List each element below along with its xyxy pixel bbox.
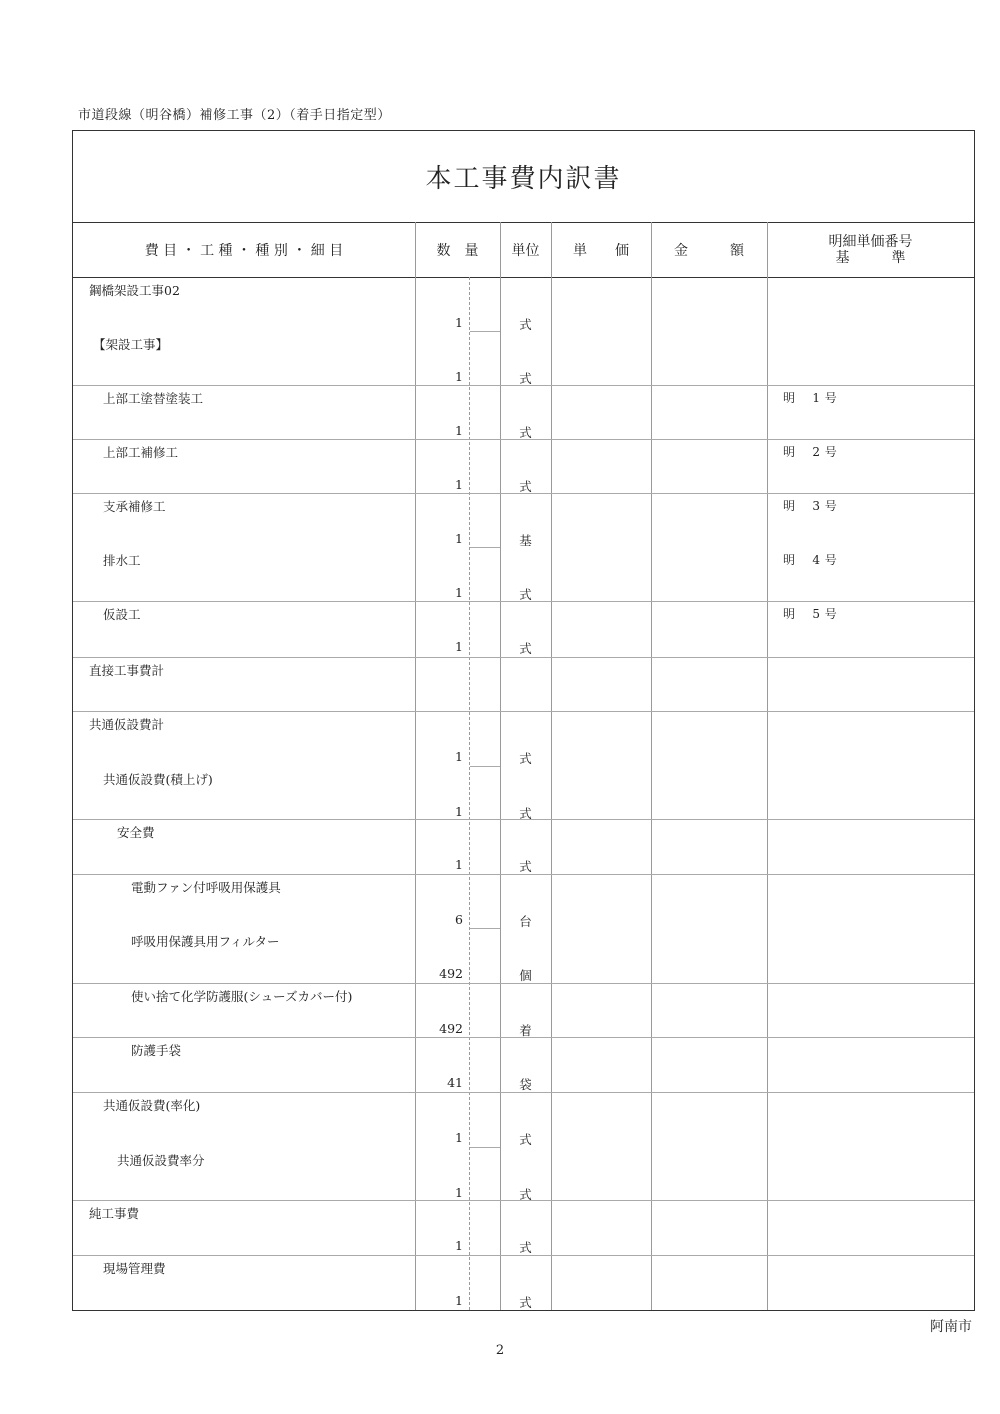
row-unit: 袋 [519, 1077, 532, 1092]
row-qty: 492 [439, 1021, 463, 1036]
row-label: 排水工 [103, 553, 141, 568]
row-divider [73, 601, 974, 602]
row-divider [73, 1200, 974, 1201]
row-divider [73, 1092, 974, 1093]
header-ref-line1: 明細単価番号 [828, 233, 913, 250]
row-ref: 明 5 号 [783, 607, 838, 621]
row-unit: 式 [519, 479, 532, 494]
row-divider [73, 657, 974, 658]
header-qty: 数 量 [436, 242, 479, 259]
qty-tick [470, 547, 500, 548]
row-label: 防護手袋 [131, 1043, 182, 1058]
header-amount: 金 額 [674, 242, 744, 259]
row-divider [73, 385, 974, 386]
row-ref: 明 3 号 [783, 499, 838, 513]
row-qty: 1 [455, 315, 463, 330]
row-unit: 式 [519, 751, 532, 766]
row-label: 鋼橋架設工事02 [89, 283, 180, 298]
qty-tick [470, 331, 500, 332]
row-qty: 1 [455, 369, 463, 384]
row-ref: 明 2 号 [783, 445, 838, 459]
row-label: 上部工補修工 [103, 445, 179, 460]
row-unit: 基 [519, 533, 532, 548]
row-unit: 式 [519, 1132, 532, 1147]
row-label: 純工事費 [89, 1206, 140, 1221]
row-divider [73, 711, 974, 712]
row-unit: 着 [519, 1023, 532, 1038]
header-unit: 単位 [511, 242, 540, 259]
row-divider [73, 874, 974, 875]
row-qty: 1 [455, 749, 463, 764]
row-divider [73, 493, 974, 494]
row-label: 共通仮設費計 [89, 717, 165, 732]
row-unit: 個 [519, 968, 532, 983]
row-label: 現場管理費 [103, 1261, 166, 1276]
row-unit: 式 [519, 806, 532, 821]
row-unit: 式 [519, 587, 532, 602]
project-title: 市道段線（明谷橋）補修工事（2）（着手日指定型） [78, 108, 391, 123]
row-divider [73, 819, 974, 820]
header-ref [767, 222, 974, 277]
row-qty: 1 [455, 1185, 463, 1200]
row-ref: 明 4 号 [783, 553, 838, 567]
row-label: 支承補修工 [103, 499, 166, 514]
row-label: 直接工事費計 [89, 663, 165, 678]
table-header [73, 222, 974, 278]
row-divider [73, 439, 974, 440]
qty-tick [470, 928, 500, 929]
row-ref: 明 1 号 [783, 391, 838, 405]
city-name: 阿南市 [930, 1319, 972, 1335]
row-label: 使い捨て化学防護服(シューズカバー付) [131, 989, 353, 1004]
row-qty: 1 [455, 423, 463, 438]
qty-tick [470, 1147, 500, 1148]
qty-tick [470, 766, 500, 767]
row-label: 呼吸用保護具用フィルター [131, 934, 280, 949]
title-box [73, 131, 974, 223]
row-qty: 1 [455, 531, 463, 546]
row-qty: 1 [455, 1293, 463, 1308]
row-qty: 492 [439, 966, 463, 981]
row-divider [73, 983, 974, 984]
row-unit: 式 [519, 425, 532, 440]
row-qty: 41 [447, 1075, 463, 1090]
row-label: 共通仮設費(率化) [103, 1098, 201, 1113]
row-label: 共通仮設費率分 [117, 1153, 205, 1168]
document-title: 本工事費内訳書 [425, 164, 622, 194]
estimate-table [72, 130, 975, 1311]
row-qty: 1 [455, 857, 463, 872]
row-unit: 台 [519, 914, 532, 929]
row-qty: 1 [455, 639, 463, 654]
row-qty: 1 [455, 1238, 463, 1253]
row-label: 共通仮設費(積上げ) [103, 772, 213, 787]
row-unit: 式 [519, 371, 532, 386]
row-divider [73, 1037, 974, 1038]
row-label: 安全費 [117, 825, 155, 840]
row-unit: 式 [519, 1187, 532, 1202]
qty-subdivider [469, 277, 470, 1310]
row-label: 上部工塗替塗装工 [103, 391, 204, 406]
row-qty: 1 [455, 804, 463, 819]
page-number: 2 [495, 1343, 505, 1358]
row-unit: 式 [519, 317, 532, 332]
row-qty: 1 [455, 1130, 463, 1145]
row-qty: 6 [455, 912, 463, 927]
row-unit: 式 [519, 859, 532, 874]
row-unit: 式 [519, 641, 532, 656]
header-ref-line2: 基 準 [835, 249, 906, 266]
row-label: 電動ファン付呼吸用保護具 [131, 880, 281, 895]
row-unit: 式 [519, 1295, 532, 1310]
row-unit: 式 [519, 1240, 532, 1255]
row-qty: 1 [455, 585, 463, 600]
header-item: 費 目 ・ 工 種 ・ 種 別 ・ 細 目 [144, 242, 344, 259]
row-qty: 1 [455, 477, 463, 492]
row-divider [73, 1255, 974, 1256]
row-label: 【架設工事】 [93, 337, 169, 352]
header-price: 単 価 [573, 242, 629, 259]
row-label: 仮設工 [103, 607, 141, 622]
